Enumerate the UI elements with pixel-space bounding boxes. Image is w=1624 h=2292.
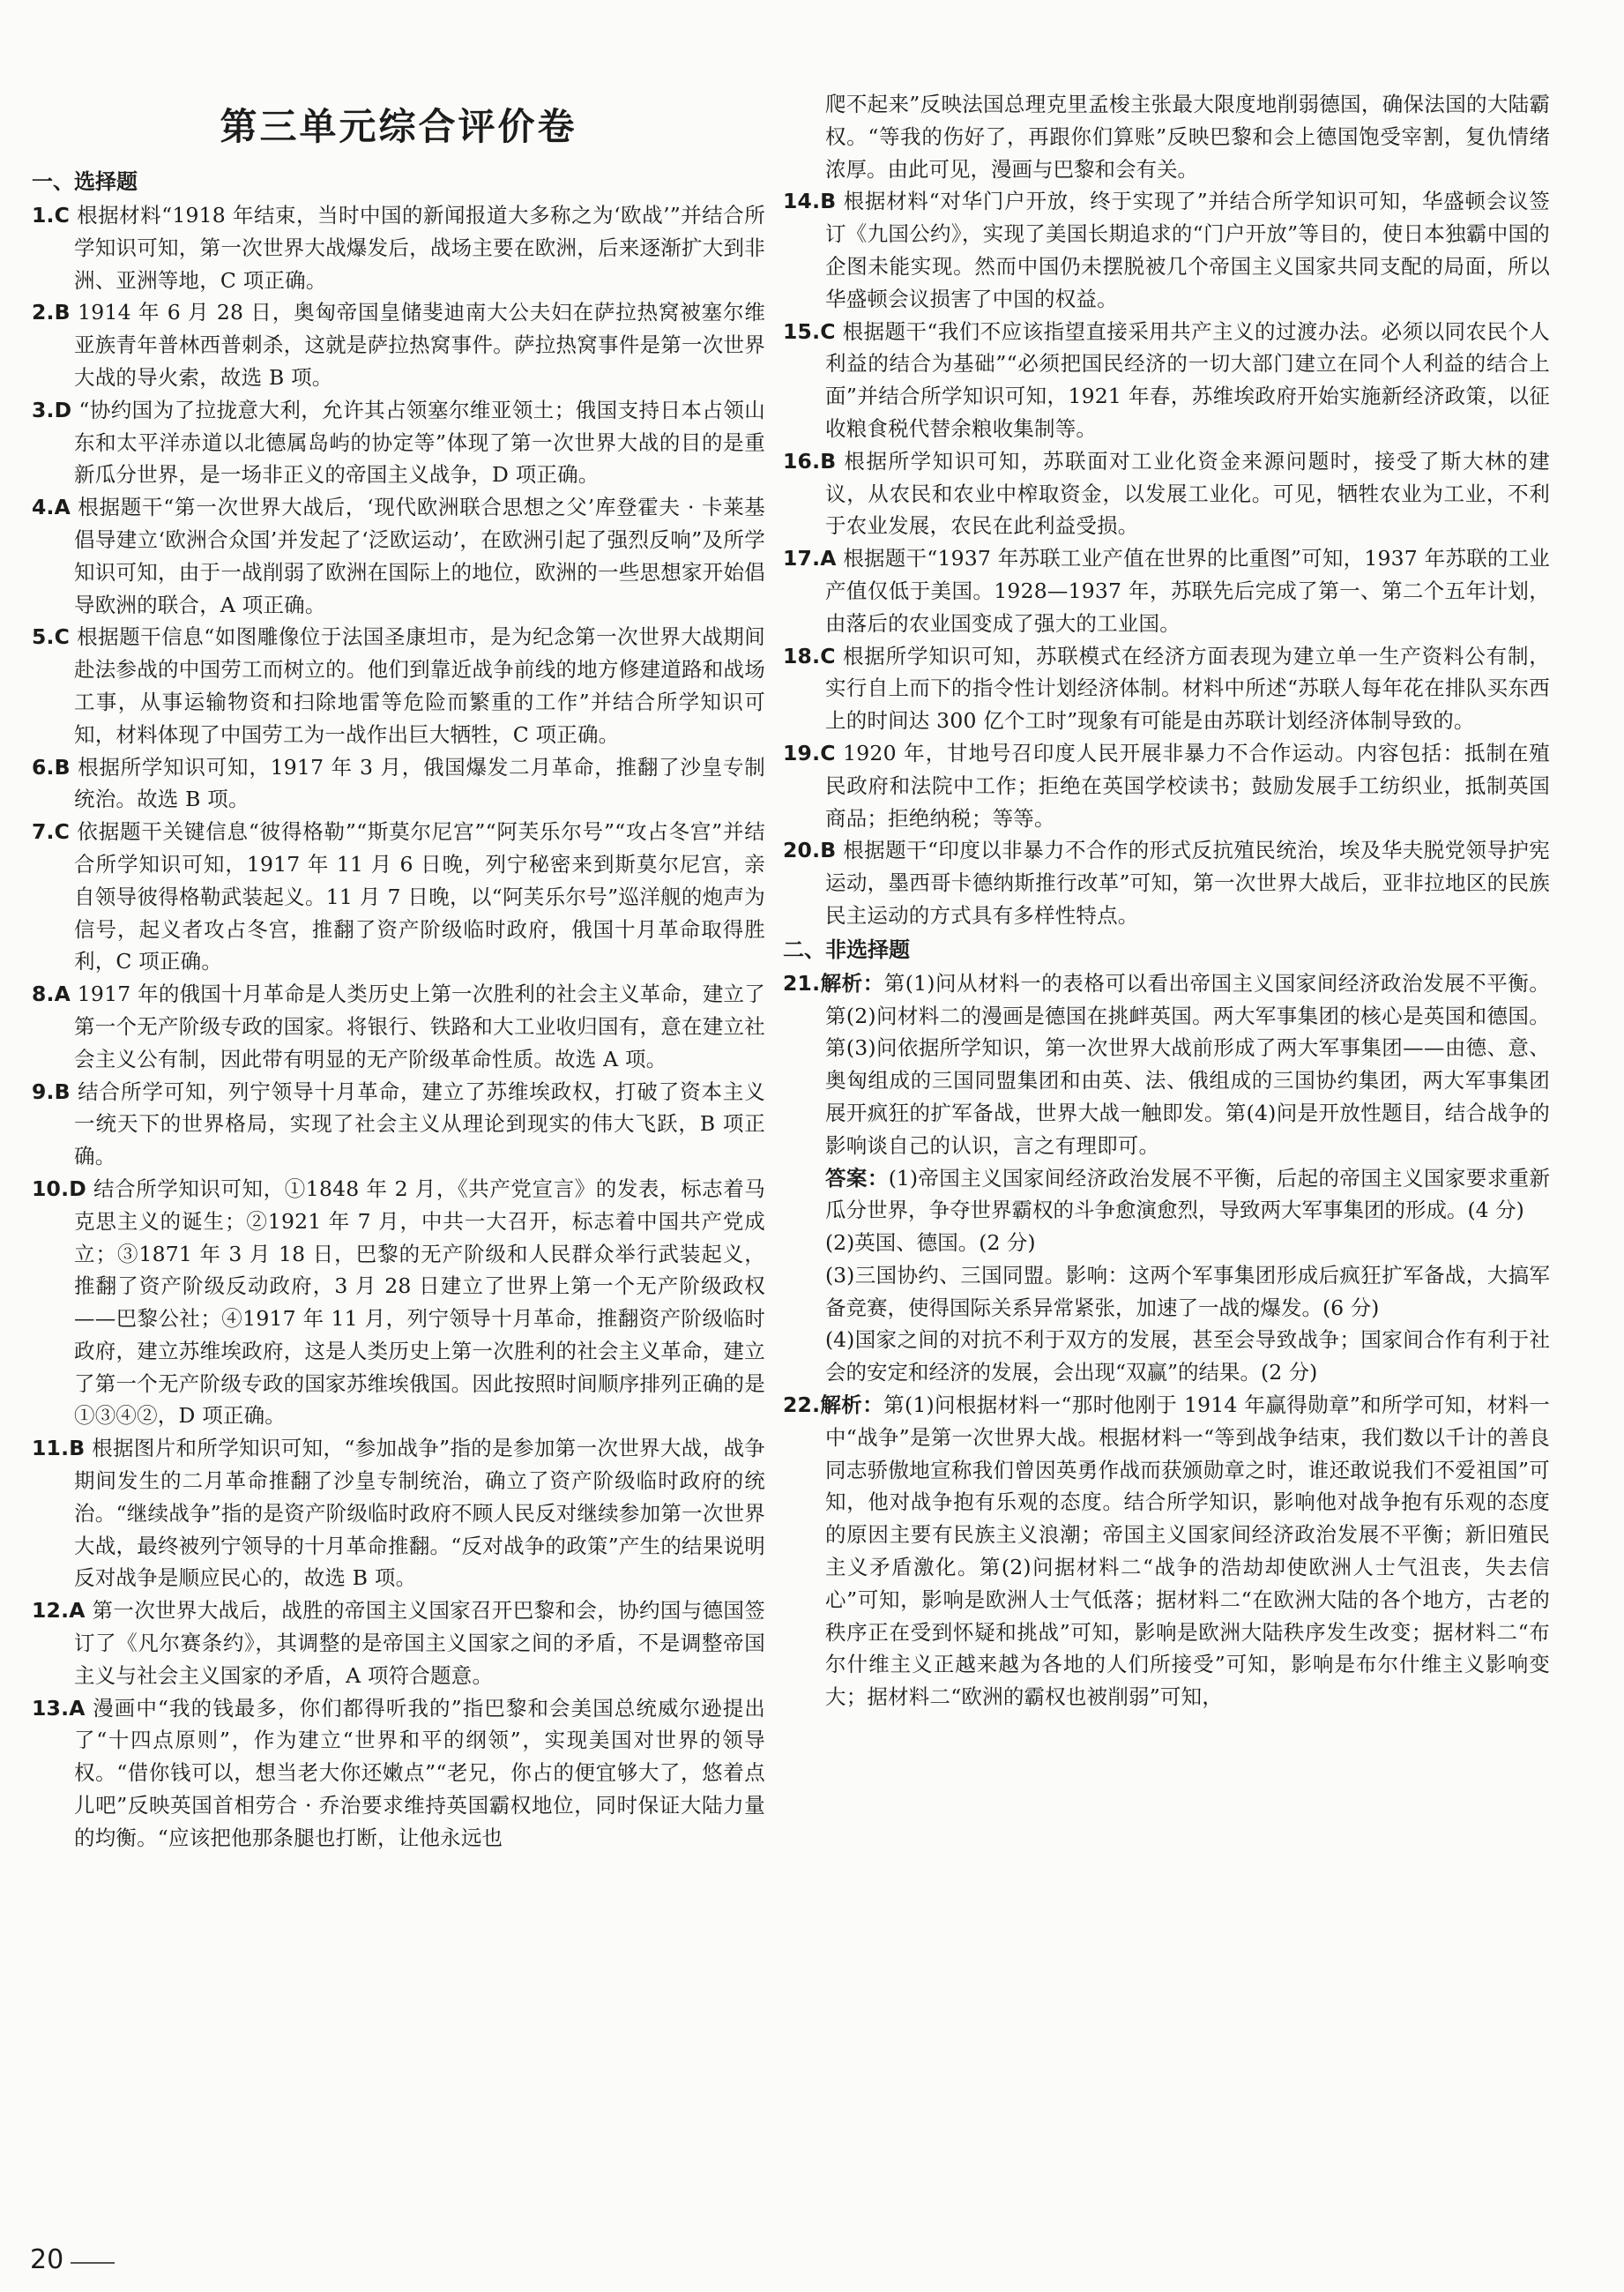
answer-explanation: 根据题干信息“如图雕像位于法国圣康坦市，是为纪念第一次世界大战期间赴法参战的中国劳工而树立的。他们到靠近战争前线的地方修建道路和战场工事，从事运输物资和扫除地雷等危险而繁重的工作”并结合所学知识可知，材料体现了中国劳工为一战作出巨大牺牲，C 项正确。 [74, 624, 765, 747]
answer-key: 9.B [32, 1079, 71, 1104]
question-number: 22. [783, 1392, 821, 1418]
answer-key: 14.B [783, 189, 837, 214]
answer-item [32, 1692, 765, 1855]
answer-key: 18.C [783, 643, 836, 668]
answer-key: 1.C [32, 203, 71, 228]
section-heading-nonchoice: 二、非选择题 [783, 937, 910, 962]
answer-explanation: 根据题干“第一次世界大战后，‘现代欧洲联合思想之父’库登霍夫 · 卡莱基倡导建立‘欧洲合众国’并发起了‘泛欧运动’，在欧洲引起了强烈反响”及所学知识可知，由于一战削弱了欧洲在国际上的地位，欧洲的一些思想家开始倡导欧洲的联合，A 项正确。 [74, 495, 765, 617]
answer-text: (1)帝国主义国家间经济政治发展不平衡，后起的帝国主义国家要求重新瓜分世界，争夺世界霸权的斗争愈演愈烈，导致两大军事集团的形成。(4 分) [825, 1165, 1551, 1223]
answer-explanation: 1920 年，甘地号召印度人民开展非暴力不合作运动。内容包括：抵制在殖民政府和法院中工作；拒绝在英国学校读书；鼓励发展手工纺织业，抵制英国商品；拒绝纳税；等等。 [825, 740, 1551, 831]
answer-explanation: 根据材料“对华门户开放，终于实现了”并结合所学知识可知，华盛顿会议签订《九国公约》，实现了美国长期追求的“门户开放”等目的，使日本独霸中国的企图未能实现。然而中国仍未摆脱被几个帝国主义国家共同支配的局面，所以华盛顿会议损害了中国的权益。 [825, 189, 1550, 311]
answer-item [32, 621, 765, 750]
answer-item [783, 542, 1550, 639]
answer-item [783, 445, 1550, 542]
answer-explanation: 1917 年的俄国十月革命是人类历史上第一次胜利的社会主义革命，建立了第一个无产阶级专政的国家。将银行、铁路和大工业收归国有，意在建立社会主义公有制，因此带有明显的无产阶级革命性质。故选 A 项。 [74, 982, 765, 1071]
answer-item [32, 491, 765, 621]
answer-key: 20.B [783, 838, 837, 863]
answer-item [32, 296, 765, 393]
answer-item [783, 185, 1550, 315]
answer-key: 4.A [32, 495, 71, 520]
answer-item [783, 737, 1550, 834]
answer-item [783, 834, 1550, 931]
page-number: 20 [30, 2244, 64, 2275]
answer-item [32, 978, 765, 1075]
question-number: 21. [783, 970, 821, 996]
answer-key: 12.A [32, 1598, 86, 1624]
page-title: 第三单元综合评价卷 [220, 105, 577, 148]
answer-key: 17.A [783, 546, 837, 571]
answer-key: 8.A [32, 982, 71, 1007]
answer-explanation: 第一次世界大战后，战胜的帝国主义国家召开巴黎和会，协约国与德国签订了《凡尔赛条约》，其调整的是帝国主义国家之间的矛盾，不是调整帝国主义与社会主义国家的矛盾，A 项符合题意。 [74, 1598, 765, 1688]
analysis-label: 解析 [820, 1392, 863, 1418]
analysis-text: 第(1)问根据材料一“那时他刚于 1914 年赢得勋章”和所学可知，材料一中“战争”是第一次世界大战。根据材料一“等到战争结束，我们数以千计的善良同志骄傲地宣称我们曾因英勇作战而获颁勋章之时，谁还敢说我们不爱祖国”可知，他对战争抱有乐观的态度。结合所学知识，影响他对战争抱有乐观的态度的原因主要有民族主义浪潮；帝国主义国家间经济政治发展不平衡；新旧殖民主义矛盾激化。第(2)问据材料二“战争的浩劫却使欧洲人士气沮丧，失去信心”可知，影响是欧洲人士气低落；据材料二“在欧洲大陆的各个地方，古老的秩序正在受到怀疑和挑战”可知，影响是欧洲大陆秩序发生改变；据材料二“布尔什维主义正越来越为各地的人们所接受”可知，影响是布尔什维主义影响变大；据材料二“欧洲的霸权也被削弱”可知， [825, 1392, 1550, 1710]
left-column [32, 0, 765, 1855]
answer-explanation: 根据题干“1937 年苏联工业产值在世界的比重图”可知，1937 年苏联的工业产值仅低于美国。1928—1937 年，苏联先后完成了第一、第二个五年计划，由落后的农业国变成了强大的工业国。 [825, 546, 1550, 636]
choice-answers-right [783, 185, 1550, 931]
answer-item [32, 1076, 765, 1173]
answer-key: 19.C [783, 740, 836, 765]
question-21-analysis: 21.解析：第(1)问从材料一的表格可以看出帝国主义国家间经济政治发展不平衡。第(2)问材料二的漫画是德国在挑衅英国。两大军事集团的核心是英国和德国。第(3)问依据所学知识，第一次世界大战前形成了两大军事集团——由德、意、奥匈组成的三国同盟集团和由英、法、俄组成的三国协约集团，两大军事集团展开疯狂的扩军备战，世界大战一触即发。第(4)问是开放性题目，结合战争的影响谈自己的认识，言之有理即可。 [783, 970, 1551, 1158]
question-21-answer-4: (4)国家之间的对抗不利于双方的发展，甚至会导致战争；国家间合作有利于社会的安定和经济的发展，会出现“双赢”的结果。(2 分) [825, 1327, 1550, 1385]
answer-explanation: “协约国为了拉拢意大利，允许其占领塞尔维亚领土；俄国支持日本占领山东和太平洋赤道以北德属岛屿的协定等”体现了第一次世界大战的目的是重新瓜分世界，是一场非正义的帝国主义战争，D 项正确。 [74, 397, 765, 488]
answer-item [32, 751, 765, 817]
answer-item [32, 1173, 765, 1432]
answer-item [32, 1432, 765, 1594]
choice-answers-left [32, 199, 765, 1855]
answer-label: 答案 [825, 1165, 868, 1191]
question-22-analysis: 22.解析：第(1)问根据材料一“那时他刚于 1914 年赢得勋章”和所学可知，材料一中“战争”是第一次世界大战。根据材料一“等到战争结束，我们数以千计的善良同志骄傲地宣称我们曾因英勇作战而获颁勋章之时，谁还敢说我们不爱祖国”可知，他对战争抱有乐观的态度。结合所学知识，影响他对战争抱有乐观的态度的原因主要有民族主义浪潮；帝国主义国家间经济政治发展不平衡；新旧殖民主义矛盾激化。第(2)问据材料二“战争的浩劫却使欧洲人士气沮丧，失去信心”可知，影响是欧洲人士气低落；据材料二“在欧洲大陆的各个地方，古老的秩序正在受到怀疑和挑战”可知，影响是欧洲大陆秩序发生改变；据材料二“布尔什维主义正越来越为各地的人们所接受”可知，影响是布尔什维主义影响变大；据材料二“欧洲的霸权也被削弱”可知， [783, 1392, 1550, 1710]
answer-key: 5.C [32, 624, 71, 650]
answer-item [32, 816, 765, 978]
answer-explanation: 结合所学可知，列宁领导十月革命，建立了苏维埃政权，打破了资本主义一统天下的世界格局，实现了社会主义从理论到现实的伟大飞跃，B 项正确。 [74, 1079, 766, 1169]
answer-explanation: 根据题干“印度以非暴力不合作的形式反抗殖民统治，埃及华夫脱党领导护宪运动，墨西哥卡德纳斯推行改革”可知，第一次世界大战后，亚非拉地区的民族民主运动的方式具有多样性特点。 [825, 838, 1550, 928]
answer-item [32, 1594, 765, 1691]
question-21-answer: 答案：(1)帝国主义国家间经济政治发展不平衡，后起的帝国主义国家要求重新瓜分世界，争夺世界霸权的斗争愈演愈烈，导致两大军事集团的形成。(4 分) [825, 1165, 1551, 1223]
answer-key: 15.C [783, 318, 836, 344]
answer-key: 13.A [32, 1695, 86, 1721]
answer-explanation: 漫画中“我的钱最多，你们都得听我的”指巴黎和会美国总统威尔逊提出了“十四点原则”，作为建立“世界和平的纲领”，实现美国对世界的领导权。“借你钱可以，想当老大你还嫩点”“老兄，你占的便宜够大了，悠着点儿吧”反映英国首相劳合 · 乔治要求维持英国霸权地位，同时保证大陆力量的均衡。“应该把他那条腿也打断，让他永远也 [74, 1695, 765, 1850]
answer-explanation: 1914 年 6 月 28 日，奥匈帝国皇储斐迪南大公夫妇在萨拉热窝被塞尔维亚族青年普林西普刺杀，这就是萨拉热窝事件。萨拉热窝事件是第一次世界大战的导火索，故选 B 项。 [74, 300, 766, 390]
question-21-answer-2: (2)英国、德国。(2 分) [825, 1230, 1036, 1256]
answer-item [32, 394, 765, 491]
question-21-answer-3: (3)三国协约、三国同盟。影响：这两个军事集团形成后疯狂扩军备战，大搞军备竞赛，使得国际关系异常紧张，加速了一战的爆发。(6 分) [825, 1262, 1550, 1320]
section-heading-choice: 一、选择题 [32, 169, 138, 194]
answer-item [783, 640, 1550, 737]
answer-explanation: 根据图片和所学知识可知，“参加战争”指的是参加第一次世界大战，战争期间发生的二月革命推翻了沙皇专制统治，确立了资产阶级临时政府的统治。“继续战争”指的是资产阶级临时政府不顾人民反对继续参加第一次世界大战，最终被列宁领导的十月革命推翻。“反对战争的政策”产生的结果说明反对战争是顺应民心的，故选 B 项。 [74, 1436, 765, 1591]
answer-key: 10.D [32, 1176, 86, 1201]
page-number-rule [71, 2262, 115, 2264]
answer-key: 7.C [32, 819, 71, 845]
answer-key: 11.B [32, 1436, 86, 1461]
continued-answer-13: 爬不起来”反映法国总理克里孟梭主张最大限度地削弱德国，确保法国的大陆霸权。“等我的伤好了，再跟你们算账”反映巴黎和会上德国饱受宰割，复仇情绪浓厚。由此可见，漫画与巴黎和会有关。 [825, 92, 1550, 182]
right-column [783, 0, 1550, 1713]
answer-key: 6.B [32, 754, 71, 780]
analysis-text: 第(1)问从材料一的表格可以看出帝国主义国家间经济政治发展不平衡。第(2)问材料二的漫画是德国在挑衅英国。两大军事集团的核心是英国和德国。第(3)问依据所学知识，第一次世界大战前形成了两大军事集团——由德、意、奥匈组成的三国同盟集团和由英、法、俄组成的三国协约集团，两大军事集团展开疯狂的扩军备战，世界大战一触即发。第(4)问是开放性题目，结合战争的影响谈自己的认识，言之有理即可。 [825, 970, 1551, 1158]
answer-key: 3.D [32, 397, 72, 422]
answer-explanation: 根据题干“我们不应该指望直接采用共产主义的过渡办法。必须以同农民个人利益的结合为基础”“必须把国民经济的一切大部门建立在同个人利益的结合上面”并结合所学知识可知，1921 年春，苏维埃政府开始实施新经济政策，以征收粮食税代替余粮收集制等。 [825, 318, 1550, 441]
answer-key: 16.B [783, 448, 837, 474]
answer-key: 2.B [32, 300, 71, 325]
answer-explanation: 依据题干关键信息“彼得格勒”“斯莫尔尼宫”“阿芙乐尔号”“攻占冬宫”并结合所学知识可知，1917 年 11 月 6 日晚，列宁秘密来到斯莫尔尼宫，亲自领导彼得格勒武装起义。11 月 7 日晚，以“阿芙乐尔号”巡洋舰的炮声为信号，起义者攻占冬宫，推翻了资产阶级临时政府，俄国十月革命取得胜利，C 项正确。 [74, 819, 766, 974]
analysis-label: 解析 [820, 970, 863, 996]
answer-explanation: 根据所学知识可知，苏联模式在经济方面表现为建立单一生产资料公有制，实行自上而下的指令性计划经济体制。材料中所述“苏联人每年花在排队买东西上的时间达 300 亿个工时”现象有可能是由苏联计划经济体制导致的。 [825, 643, 1550, 734]
answer-explanation: 根据所学知识可知，1917 年 3 月，俄国爆发二月革命，推翻了沙皇专制统治。故选 B 项。 [74, 754, 765, 812]
answer-explanation: 根据所学知识可知，苏联面对工业化资金来源问题时，接受了斯大林的建议，从农民和农业中榨取资金，以发展工业化。可见，牺牲农业为工业，不利于农业发展，农民在此利益受损。 [825, 448, 1551, 539]
answer-item [32, 199, 765, 296]
answer-explanation: 根据材料“1918 年结束，当时中国的新闻报道大多称之为‘欧战’”并结合所学知识可知，第一次世界大战爆发后，战场主要在欧洲，后来逐渐扩大到非洲、亚洲等地，C 项正确。 [74, 203, 765, 293]
answer-item [783, 316, 1550, 445]
answer-explanation: 结合所学知识可知，①1848 年 2 月，《共产党宣言》的发表，标志着马克思主义的诞生；②1921 年 7 月，中共一大召开，标志着中国共产党成立；③1871 年 3 月 18 日，巴黎的无产阶级和人民群众举行武装起义，推翻了资产阶级反动政府，3 月 28 日建立了世界上第一个无产阶级政权——巴黎公社；④1917 年 11 月，列宁领导十月革命，推翻资产阶级临时政府，建立苏维埃政府，这是人类历史上第一次胜利的社会主义革命，建立了第一个无产阶级专政的国家苏维埃俄国。因此按照时间顺序排列正确的是①③④②，D 项正确。 [74, 1176, 766, 1429]
